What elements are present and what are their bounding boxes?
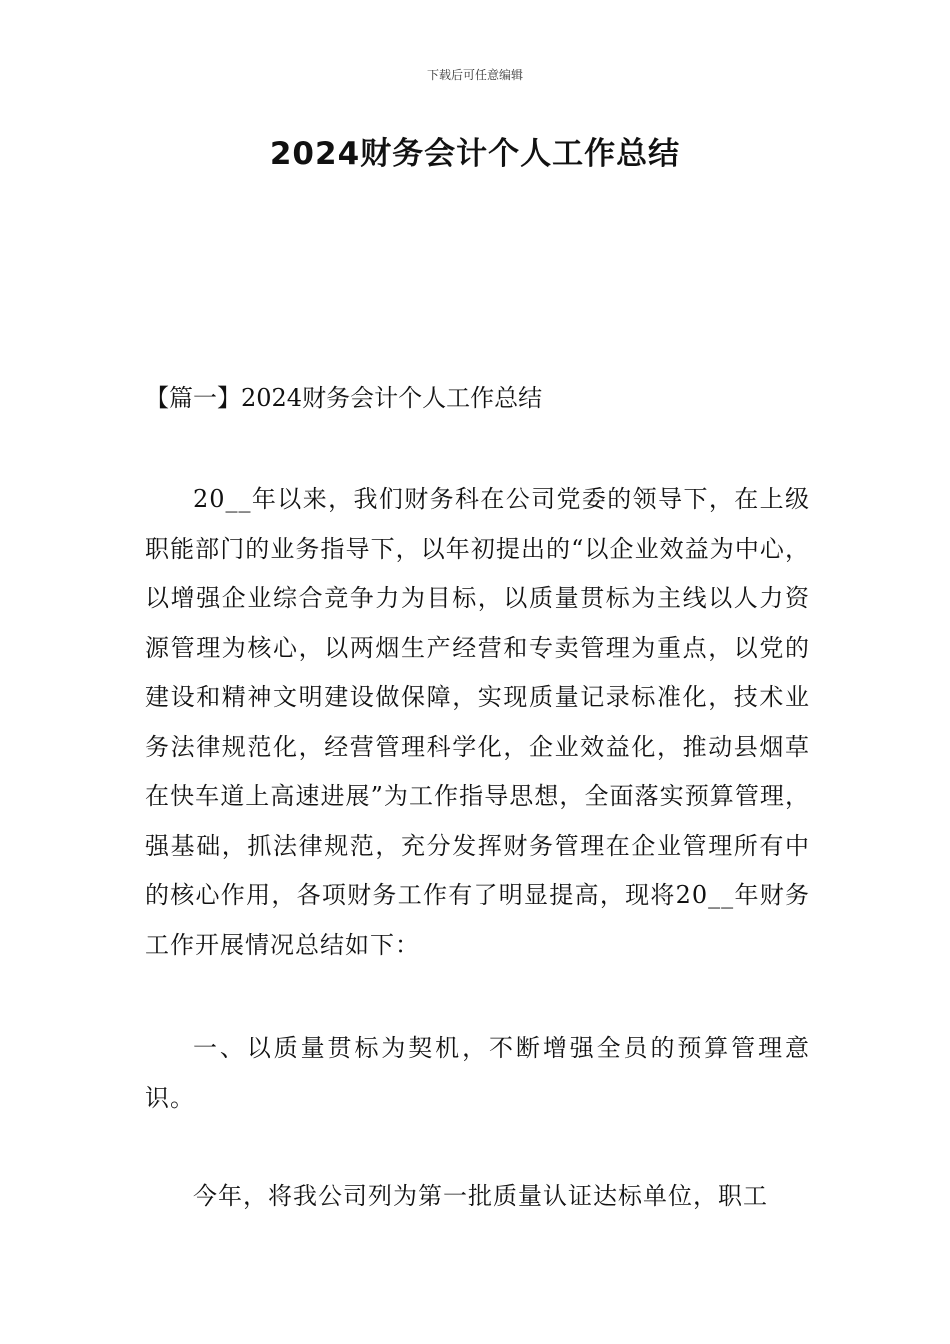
section-heading: 【篇一】2024财务会计个人工作总结 — [145, 384, 543, 412]
header-note: 下载后可任意编辑 — [426, 68, 523, 82]
body-paragraph-intro: 20__年以来，我们财务科在公司党委的领导下，在上级职能部门的业务指导下，以年初提出的“以企业效益为中心，以增强企业综合竞争力为目标，以质量贯标为主线以人力资源管理为核心，以两烟生产经营和专卖管理为重点，以党的建设和精神文明建设做保障，实现质量记录标准化，技术业务法律规范化，经营管理科学化，企业效益化，推动县烟草在快车道上高速进展”为工作指导思想，全面落实预算管理，强基础，抓法律规范，充分发挥财务管理在企业管理所有中的核心作用，各项财务工作有了明显提高，现将20__年财务工作开展情况总结如下： — [145, 485, 810, 959]
body-paragraph-point-one: 一、以质量贯标为契机，不断增强全员的预算管理意识。 — [145, 1034, 810, 1112]
document-title: 2024财务会计个人工作总结 — [269, 136, 681, 172]
body-paragraph-continued: 今年，将我公司列为第一批质量认证达标单位，职工 — [193, 1182, 768, 1210]
